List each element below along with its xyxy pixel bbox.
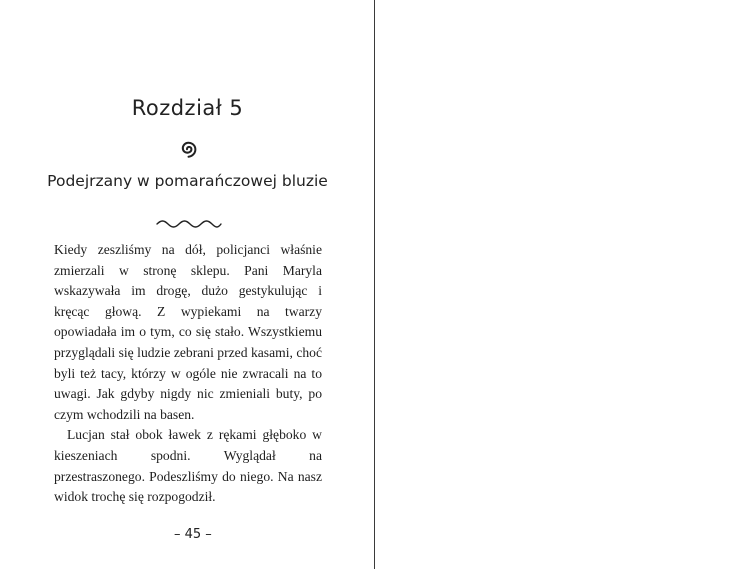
chapter-subtitle: Podejrzany w pomarańczowej bluzie xyxy=(47,172,328,190)
squiggle-line-icon xyxy=(156,219,222,229)
right-page xyxy=(375,0,750,569)
swirl-icon xyxy=(174,136,200,160)
chapter-title: Rozdział 5 xyxy=(131,96,244,120)
left-paragraph-1: Kiedy zeszliśmy na dół, policjanci właśnie zmierzali w stronę sklepu. Pani Maryla wskazywała im drogę, dużo gestykulując i kręcąc głową. Z wypiekami na twarzy opowiadała im o tym, co się stało. Wszystkiemu przyglądali się ludzie zebrani przed kasami, choć byli też tacy, którzy w ogóle nie zwracali na to uwagi. Jak gdyby nigdy nic zmieniali buty, po czym wchodzili na basen. xyxy=(54,242,322,422)
page-number-left: – 45 – xyxy=(174,527,212,542)
left-page-body xyxy=(54,240,322,508)
left-paragraph-2: Lucjan stał obok ławek z rękami głęboko w kieszeniach spodni. Wyglądał na przestraszonego. Podeszliśmy do niego. Na nasz widok trochę się rozpogodził. xyxy=(54,427,322,505)
left-page xyxy=(0,0,375,569)
